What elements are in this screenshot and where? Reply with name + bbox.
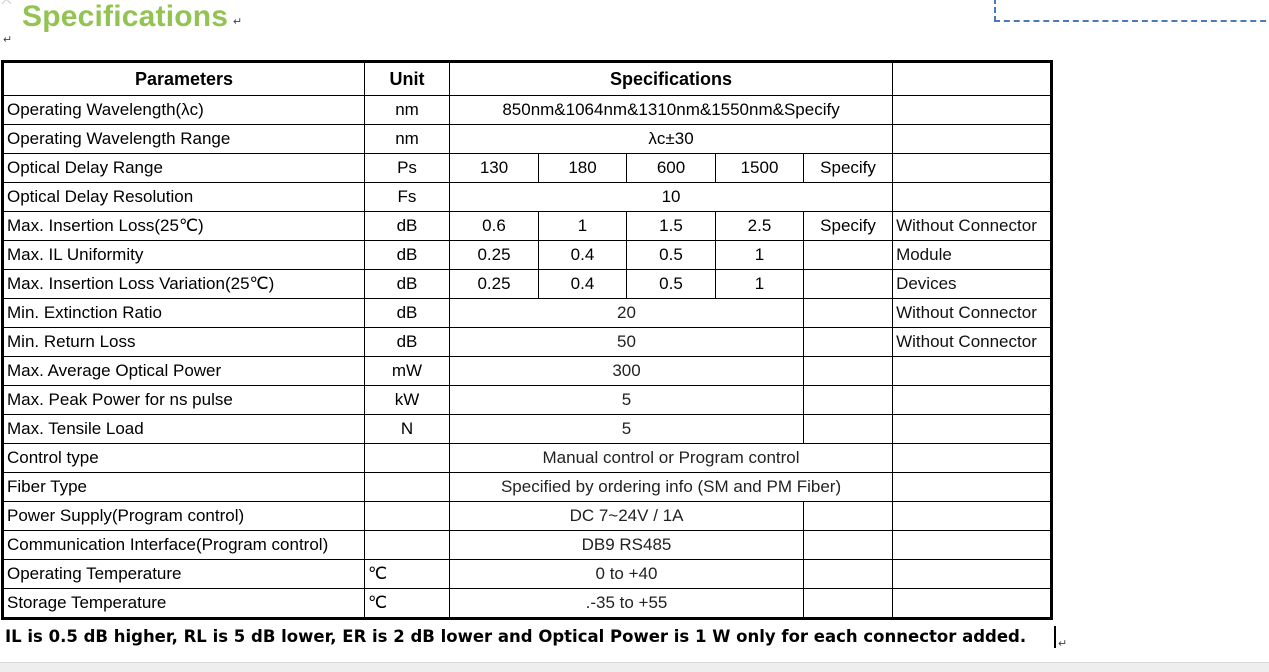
param-cell: Max. IL Uniformity (3, 241, 365, 270)
unit-cell: Fs (365, 183, 450, 212)
spec-cell: DC 7~24V / 1A (450, 502, 804, 531)
spec-cell: 130 (450, 154, 539, 183)
unit-cell: Ps (365, 154, 450, 183)
footnote: IL is 0.5 dB higher, RL is 5 dB lower, ER is 2 dB lower and Optical Power is 1 W only for each connector added. (5, 627, 1027, 646)
note-cell (893, 473, 1052, 502)
table-row (3, 357, 1052, 386)
note-cell: Without Connector (893, 299, 1052, 328)
paragraph-mark-icon: ↵ (233, 16, 243, 28)
spec-cell (804, 502, 893, 531)
note-cell (893, 154, 1052, 183)
unit-cell (365, 502, 450, 531)
spec-cell (804, 270, 893, 299)
specifications-table (1, 60, 1053, 620)
spec-cell: 0.5 (627, 241, 716, 270)
param-cell: Min. Extinction Ratio (3, 299, 365, 328)
spec-cell: 1 (716, 241, 804, 270)
page-title: Specifications (22, 0, 229, 33)
header-specifications: Specifications (450, 62, 893, 96)
unit-cell: ℃ (365, 560, 450, 589)
spec-cell: λc±30 (450, 125, 893, 154)
spec-cell (804, 589, 893, 619)
spec-cell: 2.5 (716, 212, 804, 241)
spec-cell: 0.5 (627, 270, 716, 299)
spec-cell: Specified by ordering info (SM and PM Fiber) (450, 473, 893, 502)
spec-cell: 0.25 (450, 241, 539, 270)
paragraph-mark-icon: ↵ (3, 34, 13, 46)
spec-cell (804, 415, 893, 444)
spec-cell (804, 560, 893, 589)
spec-cell: 180 (539, 154, 627, 183)
unit-cell (365, 531, 450, 560)
unit-cell: mW (365, 357, 450, 386)
note-cell (893, 444, 1052, 473)
param-cell: Control type (3, 444, 365, 473)
table-header-row (3, 62, 1052, 96)
table-row (3, 502, 1052, 531)
param-cell: Fiber Type (3, 473, 365, 502)
param-cell: Operating Wavelength Range (3, 125, 365, 154)
param-cell: Max. Tensile Load (3, 415, 365, 444)
note-cell: Without Connector (893, 212, 1052, 241)
note-cell (893, 357, 1052, 386)
note-cell: Without Connector (893, 328, 1052, 357)
table-row (3, 212, 1052, 241)
spec-cell: 0.6 (450, 212, 539, 241)
param-cell: Operating Wavelength(λc) (3, 96, 365, 125)
unit-cell (365, 444, 450, 473)
table-row (3, 415, 1052, 444)
param-cell: Operating Temperature (3, 560, 365, 589)
spec-cell: 5 (450, 415, 804, 444)
table-row (3, 531, 1052, 560)
param-cell: Max. Insertion Loss Variation(25℃) (3, 270, 365, 299)
unit-cell: dB (365, 241, 450, 270)
note-cell (893, 589, 1052, 619)
text-cursor (1054, 626, 1056, 648)
table-row (3, 560, 1052, 589)
spec-cell: 20 (450, 299, 804, 328)
spec-cell (804, 299, 893, 328)
spec-cell (804, 328, 893, 357)
header-unit: Unit (365, 62, 450, 96)
table-row (3, 270, 1052, 299)
param-cell: Optical Delay Range (3, 154, 365, 183)
spec-cell: 50 (450, 328, 804, 357)
note-cell (893, 96, 1052, 125)
spec-cell: 0 to +40 (450, 560, 804, 589)
spec-cell (804, 531, 893, 560)
spec-cell: 10 (450, 183, 893, 212)
spec-cell: 850nm&1064nm&1310nm&1550nm&Specify (450, 96, 893, 125)
note-cell (893, 531, 1052, 560)
param-cell: Communication Interface(Program control) (3, 531, 365, 560)
note-cell (893, 502, 1052, 531)
note-cell (893, 125, 1052, 154)
param-cell: Power Supply(Program control) (3, 502, 365, 531)
param-cell: Optical Delay Resolution (3, 183, 365, 212)
spec-cell: 1500 (716, 154, 804, 183)
spec-cell: 1.5 (627, 212, 716, 241)
unit-cell: kW (365, 386, 450, 415)
spec-cell: 600 (627, 154, 716, 183)
unit-cell: nm (365, 125, 450, 154)
spec-cell: 5 (450, 386, 804, 415)
table-row (3, 328, 1052, 357)
header-dashed-box (994, 0, 1269, 22)
spec-cell (804, 357, 893, 386)
spec-cell: 0.25 (450, 270, 539, 299)
header-parameters: Parameters (3, 62, 365, 96)
spec-cell: DB9 RS485 (450, 531, 804, 560)
table-row (3, 125, 1052, 154)
spec-cell: 0.4 (539, 270, 627, 299)
note-cell (893, 560, 1052, 589)
table-row (3, 386, 1052, 415)
corner-mark (2, 0, 12, 8)
note-cell (893, 415, 1052, 444)
table-row (3, 241, 1052, 270)
paragraph-mark-icon: ↵ (1058, 638, 1068, 650)
unit-cell: dB (365, 328, 450, 357)
spec-cell: 1 (539, 212, 627, 241)
spec-cell: Manual control or Program control (450, 444, 893, 473)
param-cell: Storage Temperature (3, 589, 365, 619)
spec-cell (804, 241, 893, 270)
unit-cell: ℃ (365, 589, 450, 619)
note-cell (893, 183, 1052, 212)
spec-cell: 300 (450, 357, 804, 386)
note-cell (893, 386, 1052, 415)
spec-cell (804, 386, 893, 415)
table-row (3, 96, 1052, 125)
spec-cell: 0.4 (539, 241, 627, 270)
unit-cell: N (365, 415, 450, 444)
unit-cell: dB (365, 270, 450, 299)
table-row (3, 299, 1052, 328)
unit-cell: dB (365, 299, 450, 328)
unit-cell: dB (365, 212, 450, 241)
spec-cell: 1 (716, 270, 804, 299)
param-cell: Max. Insertion Loss(25℃) (3, 212, 365, 241)
spec-cell: .-35 to +55 (450, 589, 804, 619)
table-row (3, 183, 1052, 212)
table-row (3, 444, 1052, 473)
note-cell: Devices (893, 270, 1052, 299)
param-cell: Max. Average Optical Power (3, 357, 365, 386)
unit-cell: nm (365, 96, 450, 125)
table-row (3, 589, 1052, 619)
spec-cell: Specify (804, 154, 893, 183)
unit-cell (365, 473, 450, 502)
table-row (3, 473, 1052, 502)
param-cell: Max. Peak Power for ns pulse (3, 386, 365, 415)
table-row (3, 154, 1052, 183)
header-notes (893, 62, 1052, 96)
spec-cell: Specify (804, 212, 893, 241)
note-cell: Module (893, 241, 1052, 270)
param-cell: Min. Return Loss (3, 328, 365, 357)
